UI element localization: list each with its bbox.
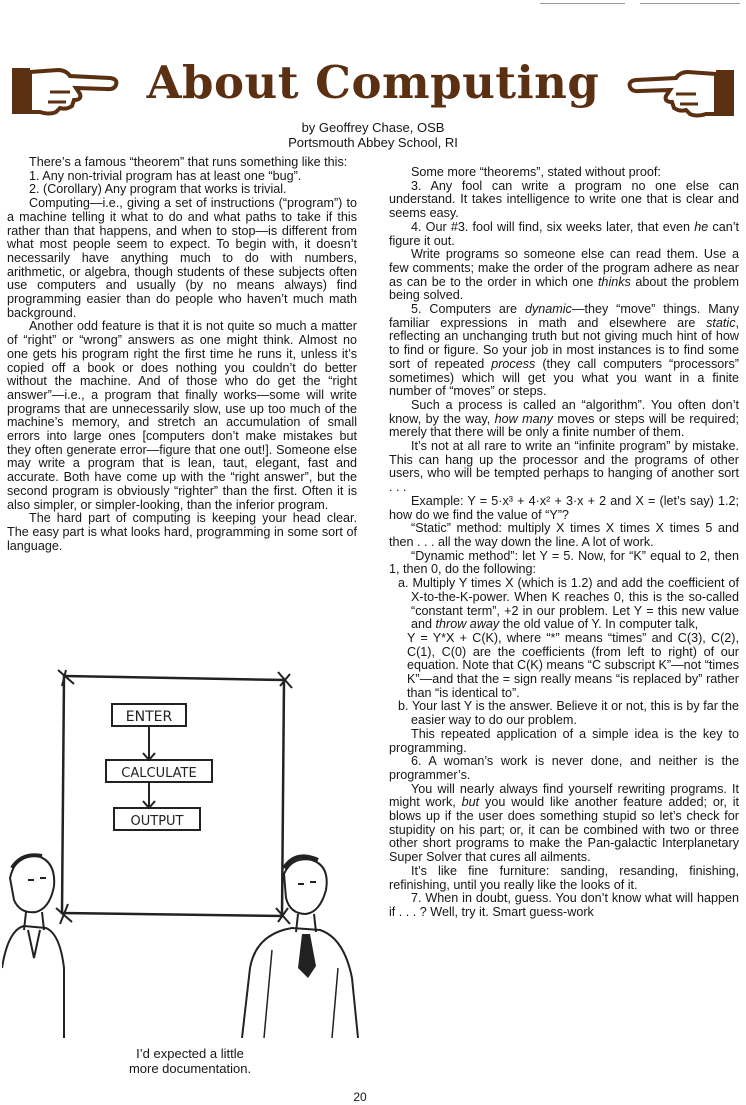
paragraph: Another odd feature is that it is not quite so much a matter of “right” or “wrong” answers as one might think. Almost no one gets his program right the first time he runs it, unless it’s copied off a book or does nothing you couldn’t do better without the machine. And of those who do get the “right answer”—i.e., a program that finally works—some will write programs that are unnecessarily slow, use up too much of the machine’s memory, and stretch an accumulation of small errors into large ones [computers don’t make mistakes but they often generate error—figure that one out!]. Someone else may write a program that is lean, taut, elegant, fast and accurate. Both have come up with the “right answer”, but the second program is obviously “righter” than the first. Often it is also simpler, or simpler-looking, than the inferior program.: [7, 319, 357, 512]
paragraph: This repeated application of a simple idea is the key to programming.: [389, 726, 739, 755]
text: moves or steps will be required; merely that there will be only a finite number of them.: [389, 411, 739, 440]
cartoon-illustration: [2, 668, 362, 1038]
emphasis: how many: [494, 411, 553, 426]
paragraph: “Dynamic method”: let Y = 5. Now, for “K” equal to 2, then 1, then 0, do the following:: [389, 548, 739, 577]
text: can’t figure it out.: [389, 219, 739, 248]
paragraph: The hard part of computing is keeping your head clear. The easy part is what looks hard, programming in some sort of language.: [7, 511, 357, 553]
paragraph: [389, 783, 739, 865]
flowchart-output: OUTPUT: [130, 814, 184, 829]
text: —they “move” things. Many familiar expressions in math and elsewhere are: [389, 302, 739, 330]
text: You will nearly always find yourself rewriting programs. It might work,: [389, 781, 739, 810]
byline: [0, 120, 746, 150]
right-column: [389, 166, 739, 920]
step-a: [389, 577, 739, 632]
top-rule: [640, 3, 740, 4]
text: the old value of Y. In computer talk,: [499, 617, 699, 632]
text: 4. Our #3. fool will find, six weeks later, that even: [411, 219, 695, 234]
text: you would like another feature added; or, it blows up if the user does something stupid so let’s check for stupidity on his part; or, it can be combined with two or three other short programs to make the Pan-galactic Interplanetary Super Solver that cures all ailments.: [389, 795, 739, 865]
text: Such a process is called an “algorithm”. You often don’t know, by the way,: [389, 397, 739, 426]
theorem-2: 2. (Corollary) Any program that works is trivial.: [29, 182, 287, 197]
theorem-1: 1. Any non-trivial program has at least one “bug”.: [29, 168, 302, 183]
paragraph: Computing—i.e., giving a set of instructions (“program”) to a machine telling it what to do and what paths to take if this rather than that happens, and when to stop—is different from what most people seem to expect. To begin with, it doesn’t necessarily have anything much to do with numbers, arithmetic, or algebra, though students of these subjects often use computers and usually (by no means always) find programming easier than do people who haven’t much math background.: [7, 196, 357, 320]
text: Write programs so someone else can read them. Use a few comments; make the order of the program adhere as near as can be to the order in which one: [389, 247, 739, 289]
page-number: 20: [353, 1090, 367, 1104]
text: a. Multiply Y times X (which is 1.2) and add the coefficient of X-to-the-K-power. When K reaches 0, this is the so-called “constant term”, +2 in our problem. Let Y = this new value and: [398, 576, 739, 632]
header: [0, 46, 746, 126]
top-rule: [540, 3, 625, 4]
paragraph: Some more “theorems”, stated without proof:: [411, 165, 661, 179]
paragraph: It’s like fine furniture: sanding, resanding, finishing, refinishing, until you really like the looks of it.: [389, 863, 739, 892]
page-title: About Computing: [146, 56, 600, 109]
paragraph: “Static” method: multiply X times X times X times 5 and then . . . all the way down the line. A lot of work.: [389, 521, 739, 549]
cartoon-caption: [90, 1046, 290, 1076]
text: about the problem being solved.: [389, 274, 739, 303]
emphasis: throw away: [435, 617, 500, 632]
paragraph: [389, 399, 739, 440]
theorem-4: [389, 221, 739, 248]
left-column: [7, 156, 357, 553]
text: , reflecting an unchanging truth but not giving much hint of how to find or figure. So your job in most instances is to find some sort of repeated: [389, 315, 739, 371]
emphasis: thinks: [597, 274, 631, 289]
text: (they call computers “processors” sometimes) which will get you what you want in a finite number of “moves” or steps.: [389, 356, 739, 399]
flowchart-calculate: CALCULATE: [121, 766, 197, 781]
theorem-6: 6. A woman’s work is never done, and neither is the programmer’s.: [389, 754, 739, 782]
paragraph: It’s not at all rare to write an “infinite program” by mistake. This can hang up the processor and the programs of other users, who will be tempted perhaps to hanging of another sort . . .: [389, 439, 739, 495]
emphasis: static: [706, 315, 736, 330]
emphasis: but: [461, 795, 480, 810]
school: Portsmouth Abbey School, RI: [288, 135, 458, 150]
emphasis: he: [694, 219, 709, 234]
emphasis: process: [491, 356, 536, 371]
caption-line: more documentation.: [128, 1061, 252, 1076]
theorem-7: 7. When in doubt, guess. You don’t know what will happen if . . . ? Well, try it. Smart guess-work: [389, 891, 739, 919]
caption-line: I’d expected a little: [136, 1046, 244, 1061]
formula: Y = Y*X + C(K), where “*” means “times” and C(3), C(2), C(1), C(0) are the coefficients (from left to right) of our equation. Note that C(K) means “C subscript K”—not “times K”—and that the = sign really means “is replaced by” rather than “is identical to”.: [407, 630, 739, 700]
theorem-5: [389, 303, 739, 399]
pointing-hand-icon: [624, 62, 736, 120]
paragraph: There’s a famous “theorem” that runs something like this:: [29, 155, 348, 169]
flowchart-enter: ENTER: [125, 709, 173, 725]
author: by Geoffrey Chase, OSB: [301, 120, 445, 135]
example: Example: Y = 5·x³ + 4·x² + 3·x + 2 and X = (let’s say) 1.2; how do we find the value of “Y”?: [389, 493, 739, 522]
step-b: b. Your last Y is the answer. Believe it or not, this is by far the easier way to do our problem.: [398, 699, 739, 728]
theorem-3: 3. Any fool can write a program no one else can understand. It takes intelligence to write one that is clear and seems easy.: [389, 178, 739, 221]
emphasis: dynamic: [524, 302, 572, 317]
paragraph: [389, 248, 739, 303]
text: 5. Computers are: [411, 302, 525, 317]
